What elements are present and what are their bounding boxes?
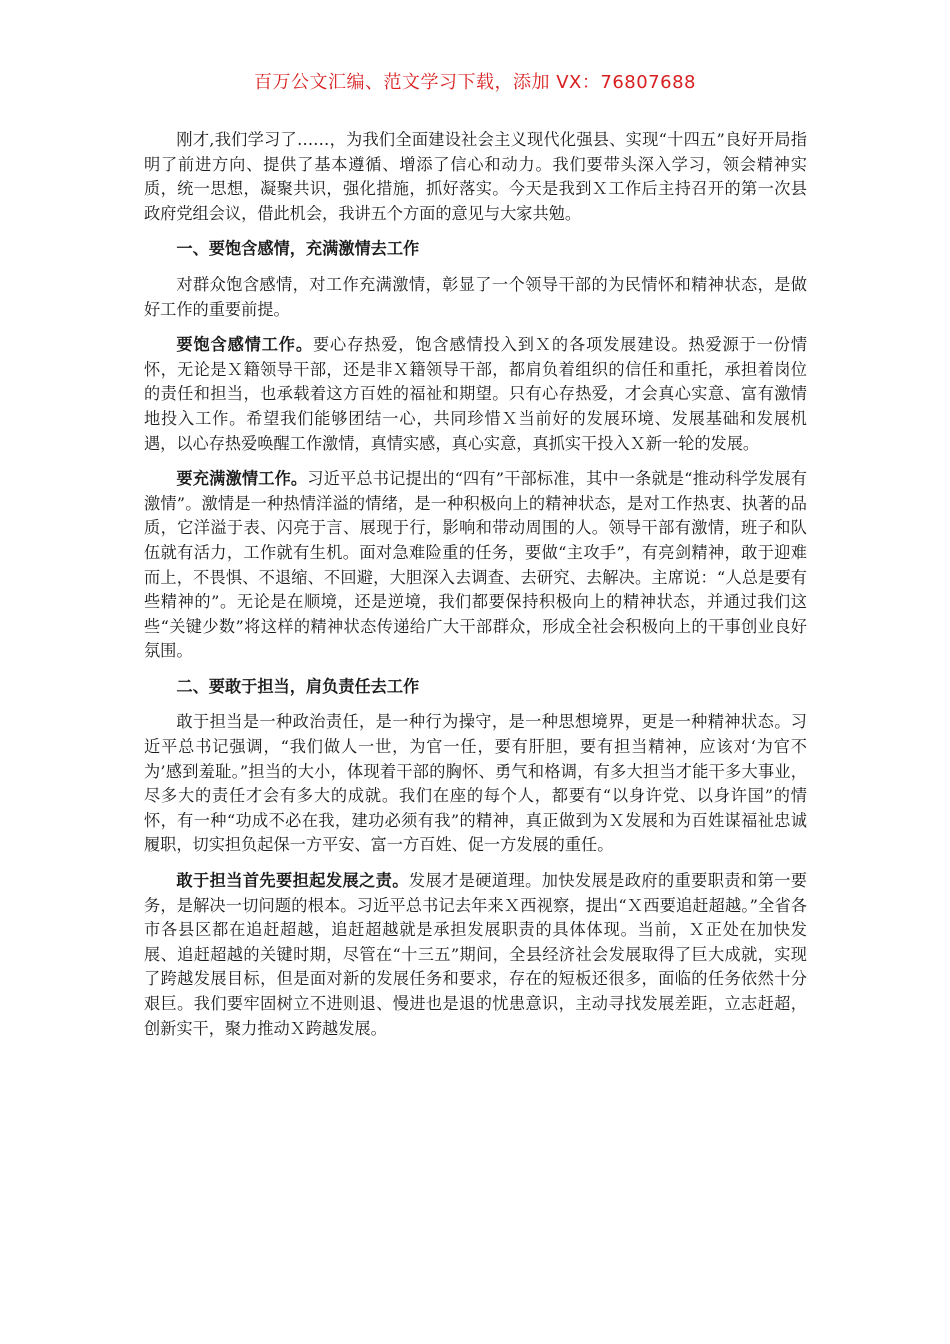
document-body <box>144 128 807 1052</box>
section-2-paragraph-2-lead: 敢于担当首先要担起发展之责。 <box>176 871 409 891</box>
section-1-paragraph-3 <box>144 467 807 664</box>
section-2-paragraph-2-text: 发展才是硬道理。加快发展是政府的重要职责和第一要务，是解决一切问题的根本。习近平总书记去年来Ｘ西视察，提出“Ｘ西要追赶超越。”全省各市各县区都在追赶超越，追赶超越就是承担发展职责的具体体现。当前，Ｘ正处在加快发展、追赶超越的关键时期，尽管在“十三五”期间，全县经济社会发展取得了巨大成就，实现了跨越发展目标，但是面对新的发展任务和要求，存在的短板还很多，面临的任务依然十分艰巨。我们要牢固树立不进则退、慢进也是退的忧患意识，主动寻找发展差距，立志赶超，创新实干，聚力推动Ｘ跨越发展。 <box>144 871 807 1038</box>
section-1-paragraph-1: 对群众饱含感情，对工作充满激情，彰显了一个领导干部的为民情怀和精神状态，是做好工作的重要前提。 <box>144 274 807 319</box>
intro-paragraph: 刚才,我们学习了……，为我们全面建设社会主义现代化强县、实现“十四五”良好开局指明了前进方向、提供了基本遵循、增添了信心和动力。我们要带头深入学习，领会精神实质，统一思想，凝聚共识，强化措施，抓好落实。今天是我到Ｘ工作后主持召开的第一次县政府党组会议，借此机会，我讲五个方面的意见与大家共勉。 <box>144 130 807 223</box>
header-banner: 百万公文汇编、范文学习下载，添加 VX：76807688 <box>254 72 696 93</box>
section-1-paragraph-3-lead: 要充满激情工作。 <box>176 469 308 489</box>
section-1-paragraph-2-lead: 要饱含感情工作。 <box>176 335 313 355</box>
section-1-heading: 一、要饱含感情，充满激情去工作 <box>176 239 420 259</box>
section-1-paragraph-2 <box>144 333 807 456</box>
section-2-paragraph-2 <box>144 869 807 1041</box>
section-1-paragraph-2-text: 要心存热爱，饱含感情投入到Ｘ的各项发展建设。热爱源于一份情怀，无论是Ｘ籍领导干部，还是非Ｘ籍领导干部，都肩负着组织的信任和重托，承担着岗位的责任和担当，也承载着这方百姓的福祉和期望。只有心存热爱，才会真心实意、富有激情地投入工作。希望我们能够团结一心，共同珍惜Ｘ当前好的发展环境、发展基础和发展机遇，以心存热爱唤醒工作激情，真情实感，真心实意，真抓实干投入Ｘ新一轮的发展。 <box>144 335 808 453</box>
section-2-paragraph-1: 敢于担当是一种政治责任，是一种行为操守，是一种思想境界，更是一种精神状态。习近平总书记强调，“我们做人一世，为官一任，要有肝胆，要有担当精神，应该对‘为官不为’感到羞耻。”担当的大小，体现着干部的胸怀、勇气和格调，有多大担当才能干多大事业，尽多大的责任才会有多大的成就。我们在座的每个人，都要有“以身许党、以身许国”的情怀，有一种“功成不必在我，建功必须有我”的精神，真正做到为Ｘ发展和为百姓谋福祉忠诚履职，切实担负起保一方平安、富一方百姓、促一方发展的重任。 <box>144 712 807 855</box>
section-1-paragraph-3-text: 习近平总书记提出的“四有”干部标准，其中一条就是“推动科学发展有激情”。激情是一种热情洋溢的情绪，是一种积极向上的精神状态，是对工作热衷、执著的品质，它洋溢于表、闪亮于言、展现于行，影响和带动周围的人。领导干部有激情，班子和队伍就有活力，工作就有生机。面对急难险重的任务，要做“主攻手”，有亮剑精神，敢于迎难而上，不畏惧、不退缩、不回避，大胆深入去调查、去研究、去解决。主席说：“人总是要有些精神的”。无论是在顺境，还是逆境，我们都要保持积极向上的精神状态，并通过我们这些“关键少数”将这样的精神状态传递给广大干部群众，形成全社会积极向上的干事创业良好氛围。 <box>144 469 807 661</box>
section-2-heading: 二、要敢于担当，肩负责任去工作 <box>176 676 420 696</box>
